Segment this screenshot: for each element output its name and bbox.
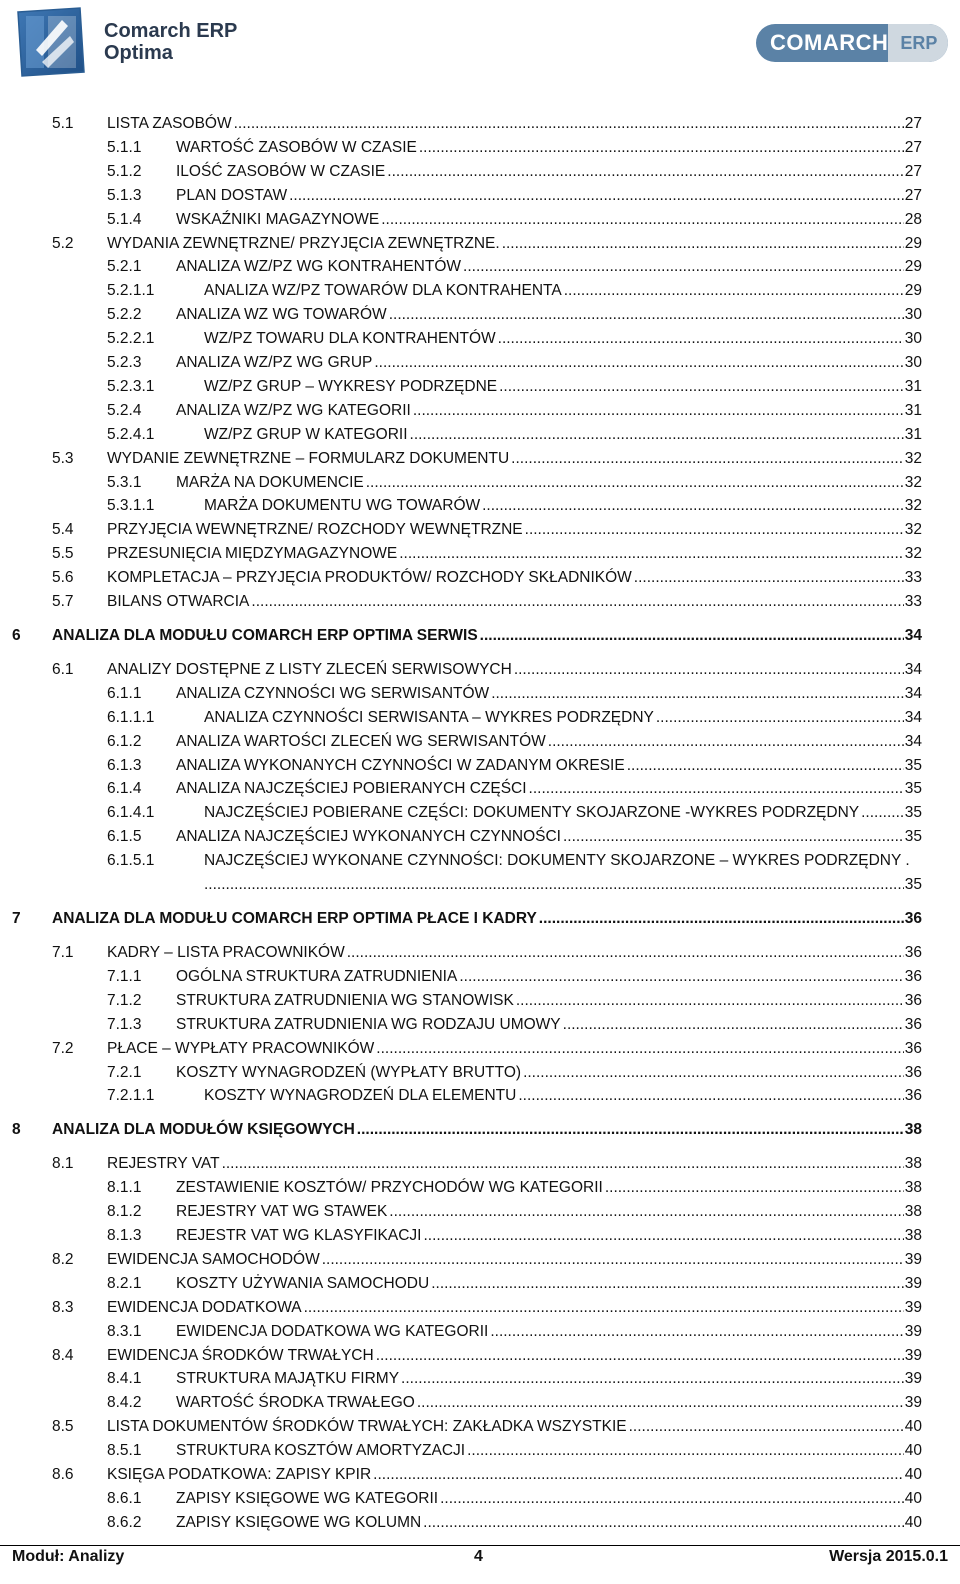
toc-entry-page: 28 [904, 210, 922, 228]
toc-entry-number: 5.2.2.1 [107, 330, 155, 348]
toc-leader-dots [366, 472, 904, 494]
toc-leader-dots [467, 1440, 904, 1462]
toc-entry[interactable] [107, 280, 922, 302]
toc-entry[interactable] [12, 908, 922, 930]
toc-entry[interactable] [107, 1177, 922, 1199]
toc-entry-page: 34 [904, 626, 922, 644]
toc-leader-dots [514, 659, 904, 681]
toc-entry-title: STRUKTURA ZATRUDNIENIA WG STANOWISK [176, 990, 516, 1012]
toc-entry-title: ANALIZA WARTOŚCI ZLECEŃ WG SERWISANTÓW [176, 731, 548, 753]
toc-entry[interactable] [107, 1488, 922, 1510]
footer-module: Moduł: Analizy [12, 1548, 125, 1565]
toc-entry-number: 8.2 [52, 1250, 74, 1268]
toc-entry-title: PRZYJĘCIA WEWNĘTRZNE/ ROZCHODY WEWNĘTRZNE [107, 519, 525, 541]
toc-entry[interactable] [52, 1038, 922, 1060]
toc-entry-title: EWIDENCJA DODATKOWA WG KATEGORII [176, 1321, 490, 1343]
toc-entry-title: WARTOŚĆ ŚRODKA TRWAŁEGO [176, 1392, 417, 1414]
page-header [0, 0, 960, 95]
toc-entry-title: STRUKTURA MAJĄTKU FIRMY [176, 1368, 401, 1390]
toc-entry-number: 5.2.4 [107, 401, 142, 419]
toc-entry[interactable] [107, 352, 922, 374]
toc-entry-page: 32 [904, 545, 922, 563]
toc-entry-page: 30 [904, 330, 922, 348]
toc-entry-page: 40 [904, 1418, 922, 1436]
toc-leader-dots [463, 256, 904, 278]
toc-entry-page: 38 [904, 1203, 922, 1221]
toc-entry-page: 39 [904, 1370, 922, 1388]
toc-leader-dots [629, 1416, 904, 1438]
toc-entry-page: 40 [904, 1442, 922, 1460]
toc-entry-number: 8.5.1 [107, 1442, 142, 1460]
toc-leader-dots [563, 1014, 904, 1036]
footer-version: Wersja 2015.0.1 [829, 1548, 948, 1565]
toc-leader-dots [431, 1273, 904, 1295]
toc-leader-dots [417, 1392, 904, 1414]
toc-leader-dots [523, 1062, 904, 1084]
toc-entry-title: KOSZTY WYNAGRODZEŃ (WYPŁATY BRUTTO) [176, 1062, 523, 1084]
toc-entry[interactable] [107, 1201, 922, 1223]
toc-entry[interactable] [52, 1464, 922, 1486]
toc-entry-page: 34 [904, 732, 922, 750]
toc-leader-dots [289, 185, 904, 207]
toc-entry-number: 8.1.1 [107, 1179, 142, 1197]
toc-entry-number: 8.5 [52, 1418, 74, 1436]
toc-entry-title: WYDANIA ZEWNĘTRZNE/ PRZYJĘCIA ZEWNĘTRZNE. [107, 233, 502, 255]
toc-entry-title: EWIDENCJA DODATKOWA [107, 1297, 304, 1319]
toc-entry-number: 8.1 [52, 1155, 74, 1173]
toc-entry[interactable] [107, 1062, 922, 1084]
toc-leader-dots [376, 1038, 903, 1060]
toc-entry-title: STRUKTURA ZATRUDNIENIA WG RODZAJU UMOWY [176, 1014, 563, 1036]
toc-entry-title: LISTA ZASOBÓW [107, 113, 234, 135]
toc-entry-page: 32 [904, 497, 922, 515]
toc-leader-dots [410, 424, 904, 446]
toc-entry-number: 8.1.3 [107, 1227, 142, 1244]
toc-entry-title: ANALIZA NAJCZĘŚCIEJ POBIERANYCH CZĘŚCI [176, 778, 529, 800]
toc-entry-title: KOMPLETACJA – PRZYJĘCIA PRODUKTÓW/ ROZCHODY SKŁADNIKÓW [107, 567, 634, 589]
toc-entry-page: 29 [904, 282, 922, 300]
toc-entry-number: 5.1.3 [107, 186, 142, 204]
toc-entry-number: 8.6 [52, 1466, 74, 1483]
toc-entry-page: 33 [904, 569, 922, 587]
toc-entry-number: 8.4 [52, 1346, 74, 1364]
toc-entry-page: 40 [904, 1513, 922, 1531]
toc-entry-number: 5.2.2 [107, 306, 142, 324]
toc-entry[interactable] [52, 1416, 922, 1438]
toc-entry-number: 6.1 [52, 660, 74, 678]
toc-entry[interactable] [52, 1297, 922, 1319]
footer-page-number: 4 [474, 1548, 483, 1565]
toc-entry-page: 35 [904, 756, 922, 774]
toc-leader-dots [304, 1297, 904, 1319]
toc-leader-dots [529, 778, 904, 800]
toc-entry-number: 6.1.4.1 [107, 804, 155, 822]
toc-leader-dots [387, 161, 903, 183]
toc-entry-page: 39 [904, 1322, 922, 1340]
toc-entry[interactable] [107, 778, 922, 800]
toc-entry-title: ANALIZA WYKONANYCH CZYNNOŚCI W ZADANYM OKRESIE [176, 755, 627, 777]
toc-entry[interactable] [107, 256, 922, 278]
toc-entry-number: 8.6.2 [107, 1513, 142, 1531]
toc-leader-dots [499, 376, 904, 398]
toc-entry-title: ANALIZA CZYNNOŚCI WG SERWISANTÓW [176, 683, 491, 705]
toc-entry-title: ANALIZA DLA MODUŁÓW KSIĘGOWYCH [52, 1119, 357, 1141]
toc-entry-number: 6.1.5 [107, 828, 142, 846]
toc-entry-page: 27 [904, 162, 922, 180]
page-footer [0, 1545, 960, 1584]
toc-entry-title: ANALIZA DLA MODUŁU COMARCH ERP OPTIMA SERWIS [52, 625, 480, 647]
toc-entry-number: 6.1.4 [107, 780, 142, 798]
toc-entry[interactable] [52, 567, 922, 589]
toc-entry-title: STRUKTURA KOSZTÓW AMORTYZACJI [176, 1440, 467, 1462]
toc-leader-dots [322, 1249, 904, 1271]
toc-entry-title: MARŻA NA DOKUMENCIE [176, 472, 366, 494]
toc-entry[interactable] [107, 966, 922, 988]
toc-entry-title: ZESTAWIENIE KOSZTÓW/ PRZYCHODÓW WG KATEGORII [176, 1177, 605, 1199]
toc-entry-number: 8.1.2 [107, 1203, 142, 1221]
toc-entry-page: 36 [904, 944, 922, 961]
toc-entry-page: 36 [904, 991, 922, 1009]
toc-entry-number: 5.7 [52, 593, 74, 610]
toc-entry-page: 29 [904, 234, 922, 252]
toc-entry[interactable] [107, 495, 922, 517]
toc-entry-page: 38 [904, 1179, 922, 1197]
toc-entry-number: 8.2.1 [107, 1274, 142, 1292]
toc-leader-dots [861, 802, 904, 824]
toc-leader-dots [389, 1201, 903, 1223]
toc-entry-page: 33 [904, 593, 922, 610]
toc-leader-dots [634, 567, 904, 589]
toc-entry-number: 6.1.1.1 [107, 708, 155, 726]
toc-entry-page: 35 [904, 828, 922, 846]
toc-entry-page: 29 [904, 258, 922, 276]
toc-entry-page: 27 [904, 138, 922, 156]
toc-entry[interactable] [107, 1440, 922, 1462]
toc-entry-title: REJESTRY VAT [107, 1153, 222, 1175]
toc-leader-dots [222, 1153, 904, 1175]
toc-leader-dots [440, 1488, 904, 1510]
toc-entry-page: 39 [904, 1298, 922, 1316]
toc-leader-dots [459, 966, 903, 988]
toc-leader-dots [376, 1345, 904, 1367]
toc-entry[interactable] [107, 683, 922, 705]
toc-entry-number: 7.1.1 [107, 967, 142, 985]
toc-entry-page: 35 [904, 876, 922, 894]
toc-entry-number: 8.3 [52, 1298, 74, 1316]
toc-entry-title: KOSZTY WYNAGRODZEŃ DLA ELEMENTU [204, 1085, 518, 1107]
toc-leader-dots [525, 519, 904, 541]
toc-entry-title: ANALIZY DOSTĘPNE Z LISTY ZLECEŃ SERWISOWYCH [107, 659, 514, 681]
toc-entry[interactable] [107, 1321, 922, 1343]
toc-leader-dots [548, 731, 904, 753]
toc-entry-continuation[interactable] [204, 874, 922, 896]
toc-leader-dots [563, 826, 904, 848]
toc-entry-title: MARŻA DOKUMENTU WG TOWARÓW [204, 495, 482, 517]
toc-entry-number: 7.1.3 [107, 1015, 142, 1033]
toc-leader-dots [490, 1321, 903, 1343]
toc-entry-number: 8.6.1 [107, 1489, 142, 1507]
toc-entry-number: 7.2 [52, 1039, 74, 1057]
toc-entry-number: 7 [12, 910, 21, 927]
toc-entry-number: 8 [12, 1121, 21, 1139]
toc-entry[interactable] [107, 707, 922, 729]
toc-entry[interactable] [107, 328, 922, 350]
toc-entry-page: 38 [904, 1155, 922, 1173]
toc-leader-dots [516, 990, 904, 1012]
toc-entry-number: 8.4.2 [107, 1394, 142, 1412]
toc-entry-title: WZ/PZ GRUP – WYKRESY PODRZĘDNE [204, 376, 499, 398]
toc-leader-dots [374, 352, 903, 374]
toc-entry[interactable] [107, 990, 922, 1012]
toc-entry[interactable] [107, 472, 922, 494]
toc-entry-page: 31 [904, 425, 922, 443]
toc-leader-dots [656, 707, 904, 729]
toc-entry-page: 27 [904, 186, 922, 204]
toc-entry-number: 5.2.1.1 [107, 282, 155, 300]
toc-leader-dots [491, 683, 904, 705]
toc-entry[interactable] [107, 731, 922, 753]
toc-entry-page: 40 [904, 1489, 922, 1507]
toc-leader-dots [627, 755, 904, 777]
toc-entry-title: WSKAŹNIKI MAGAZYNOWE [176, 209, 381, 231]
toc-entry-page: 34 [904, 684, 922, 702]
comarch-optima-logo [14, 6, 237, 78]
toc-entry-title: ANALIZA WZ/PZ WG KATEGORII [176, 400, 413, 422]
toc-entry-title: ANALIZA CZYNNOŚCI SERWISANTA – WYKRES PODRZĘDNY [204, 707, 656, 729]
toc-entry[interactable] [52, 942, 922, 964]
toc-entry-number: 5.6 [52, 569, 74, 587]
toc-entry-title: ANALIZA DLA MODUŁU COMARCH ERP OPTIMA PŁACE I KADRY [52, 908, 539, 930]
toc-entry-page: 34 [904, 660, 922, 678]
logo-text [104, 20, 237, 64]
toc-leader-dots [399, 543, 904, 565]
toc-entry[interactable] [107, 1014, 922, 1036]
toc-entry-page: 32 [904, 473, 922, 491]
toc-entry[interactable] [52, 233, 922, 255]
toc-leader-dots [605, 1177, 904, 1199]
toc-entry-number: 8.4.1 [107, 1370, 142, 1388]
toc-entry-title: ZAPISY KSIĘGOWE WG KOLUMN [176, 1512, 423, 1534]
toc-entry-page: 30 [904, 354, 922, 371]
toc-entry-number: 5.3 [52, 449, 74, 467]
toc-entry-number: 5.3.1.1 [107, 497, 155, 515]
toc-entry-page: 39 [904, 1274, 922, 1292]
toc-entry-title: EWIDENCJA ŚRODKÓW TRWAŁYCH [107, 1345, 376, 1367]
toc-leader-dots [518, 1085, 903, 1107]
toc-entry-number: 5.1.4 [107, 210, 142, 228]
toc-entry-title: WZ/PZ GRUP W KATEGORII [204, 424, 410, 446]
toc-entry[interactable] [12, 625, 922, 647]
toc-leader-dots [413, 400, 904, 422]
toc-entry[interactable] [107, 185, 922, 207]
toc-entry-page: 36 [904, 1039, 922, 1057]
toc-entry[interactable] [12, 1119, 922, 1141]
toc-leader-dots [389, 304, 904, 326]
toc-entry-title: KSIĘGA PODATKOWA: ZAPISY KPIR [107, 1464, 373, 1486]
toc-entry-page: 36 [904, 1087, 922, 1105]
toc-entry-title: WZ/PZ TOWARU DLA KONTRAHENTÓW [204, 328, 498, 350]
toc-entry[interactable] [107, 1225, 922, 1247]
toc-entry-title: EWIDENCJA SAMOCHODÓW [107, 1249, 322, 1271]
toc-entry-title: ANALIZA WZ WG TOWARÓW [176, 304, 389, 326]
toc-entry-page: 35 [904, 804, 922, 822]
toc-entry-number: 5.2.3 [107, 354, 142, 371]
toc-leader-dots [381, 209, 904, 231]
toc-entry[interactable] [107, 1512, 922, 1534]
toc-entry[interactable] [107, 850, 922, 872]
brand-name: COMARCH [770, 30, 889, 55]
toc-entry-number: 5.1.2 [107, 162, 142, 180]
toc-entry[interactable] [107, 161, 922, 183]
toc-entry[interactable] [107, 400, 922, 422]
toc-entry[interactable] [52, 591, 922, 613]
toc-entry-page: 34 [904, 708, 922, 726]
brand-erp: ERP [888, 24, 948, 62]
toc-entry-title: PLAN DOSTAW [176, 185, 289, 207]
toc-leader-dots [347, 942, 904, 964]
comarch-erp-badge [756, 24, 948, 62]
toc-entry-number: 5.5 [52, 545, 74, 563]
toc-entry-page: 36 [904, 1063, 922, 1081]
toc-entry-page: 36 [904, 1015, 922, 1033]
toc-entry-number: 7.1.2 [107, 991, 142, 1009]
toc-entry-page: 35 [904, 780, 922, 798]
toc-entry-number: 5.2.4.1 [107, 425, 155, 443]
toc-entry-number: 5.1.1 [107, 138, 142, 156]
toc-entry-number: 6.1.3 [107, 756, 142, 774]
toc-leader-dots [357, 1119, 904, 1141]
toc-leader-dots [373, 1464, 904, 1486]
toc-entry-title: ANALIZA WZ/PZ WG GRUP [176, 352, 374, 374]
toc-leader-dots [251, 591, 903, 613]
toc-leader-dots [419, 137, 904, 159]
toc-entry-page: 36 [904, 967, 922, 985]
toc-entry-title: LISTA DOKUMENTÓW ŚRODKÓW TRWAŁYCH: ZAKŁADKA WSZYSTKIE [107, 1416, 629, 1438]
toc-entry[interactable] [107, 137, 922, 159]
toc-entry-title: REJESTR VAT WG KLASYFIKACJI [176, 1225, 423, 1247]
toc-entry-page: 27 [904, 115, 922, 132]
toc-entry-page: 32 [904, 449, 922, 467]
toc-entry[interactable] [52, 1153, 922, 1175]
toc-entry[interactable] [107, 1085, 922, 1107]
toc-entry[interactable] [52, 519, 922, 541]
toc-entry[interactable] [52, 659, 922, 681]
toc-entry-page: 39 [904, 1346, 922, 1364]
toc-entry[interactable] [52, 113, 922, 135]
toc-entry-number: 5.3.1 [107, 473, 142, 491]
toc-entry-number: 6.1.1 [107, 684, 142, 702]
toc-entry-title: OGÓLNA STRUKTURA ZATRUDNIENIA [176, 966, 459, 988]
toc-leader-dots [539, 908, 904, 930]
toc-entry-number: 5.1 [52, 115, 74, 132]
toc-entry-title: BILANS OTWARCIA [107, 591, 251, 613]
toc-entry-number: 5.4 [52, 521, 74, 539]
toc-entry-title: ILOŚĆ ZASOBÓW W CZASIE [176, 161, 387, 183]
toc-entry[interactable] [107, 209, 922, 231]
toc-entry-title: ANALIZA WZ/PZ TOWARÓW DLA KONTRAHENTA [204, 280, 564, 302]
toc-entry-number: 5.2.1 [107, 258, 142, 276]
toc-entry-title: KOSZTY UŻYWANIA SAMOCHODU [176, 1273, 431, 1295]
toc-entry-number: 6.1.2 [107, 732, 142, 750]
toc-entry[interactable] [52, 1345, 922, 1367]
toc-entry-page: 30 [904, 306, 922, 324]
toc-entry[interactable] [107, 755, 922, 777]
logo-line2: Optima [104, 42, 173, 64]
toc-entry-title: ZAPISY KSIĘGOWE WG KATEGORII [176, 1488, 440, 1510]
toc-entry[interactable] [107, 1273, 922, 1295]
toc-entry-title: NAJCZĘŚCIEJ WYKONANE CZYNNOŚCI: DOKUMENTY SKOJARZONE – WYKRES PODRZĘDNY . [204, 850, 922, 872]
toc-leader-dots [423, 1225, 903, 1247]
toc-entry[interactable] [107, 424, 922, 446]
toc-entry-title: PŁACE – WYPŁATY PRACOWNIKÓW [107, 1038, 376, 1060]
toc-entry[interactable] [107, 376, 922, 398]
toc-leader-dots [511, 448, 904, 470]
toc-entry-title: ANALIZA NAJCZĘŚCIEJ WYKONANYCH CZYNNOŚCI [176, 826, 563, 848]
toc-leader-dots [234, 113, 904, 135]
toc-leader-dots [502, 233, 904, 255]
toc-entry-number: 5.2.3.1 [107, 377, 155, 395]
toc-entry-title: NAJCZĘŚCIEJ POBIERANE CZĘŚCI: DOKUMENTY SKOJARZONE -WYKRES PODRZĘDNY [204, 802, 861, 824]
toc-leader-dots [482, 495, 904, 517]
toc-entry-number: 6 [12, 626, 21, 644]
toc-entry-title: ANALIZA WZ/PZ WG KONTRAHENTÓW [176, 256, 463, 278]
toc-leader-dots [480, 625, 904, 647]
toc-entry[interactable] [107, 1368, 922, 1390]
comarch-logo-icon [14, 6, 88, 78]
toc-entry-number: 8.3.1 [107, 1322, 142, 1340]
toc-entry[interactable] [107, 1392, 922, 1414]
toc-entry-page: 38 [904, 1121, 922, 1139]
toc-entry-page: 31 [904, 401, 922, 419]
toc-entry-number: 7.1 [52, 944, 74, 961]
toc-entry-title: REJESTRY VAT WG STAWEK [176, 1201, 389, 1223]
toc-entry-page: 40 [904, 1466, 922, 1483]
toc-entry[interactable] [52, 448, 922, 470]
toc-entry-title: PRZESUNIĘCIA MIĘDZYMAGAZYNOWE [107, 543, 399, 565]
toc-entry-number: 7.2.1.1 [107, 1087, 155, 1105]
toc-entry-title: WYDANIE ZEWNĘTRZNE – FORMULARZ DOKUMENTU [107, 448, 511, 470]
toc-entry-title: WARTOŚĆ ZASOBÓW W CZASIE [176, 137, 419, 159]
toc-leader-dots [401, 1368, 904, 1390]
toc-entry-title: KADRY – LISTA PRACOWNIKÓW [107, 942, 347, 964]
toc-entry[interactable] [107, 826, 922, 848]
toc-entry-page: 31 [904, 377, 922, 395]
toc-entry[interactable] [107, 304, 922, 326]
toc-entry-page: 39 [904, 1394, 922, 1412]
toc-entry[interactable] [52, 543, 922, 565]
toc-entry-page: 32 [904, 521, 922, 539]
toc-entry-page: 38 [904, 1227, 922, 1244]
toc-leader-dots [423, 1512, 904, 1534]
toc-entry-number: 6.1.5.1 [107, 852, 155, 870]
toc-entry-number: 7.2.1 [107, 1063, 142, 1081]
toc-leader-dots [204, 874, 904, 896]
toc-entry[interactable] [107, 802, 922, 824]
toc-entry-page: 39 [904, 1250, 922, 1268]
toc-leader-dots [564, 280, 904, 302]
toc-entry-number: 5.2 [52, 234, 74, 252]
toc-entry-page: 36 [904, 910, 922, 927]
toc-leader-dots [498, 328, 904, 350]
toc-entry[interactable] [52, 1249, 922, 1271]
logo-line1: Comarch ERP [104, 20, 238, 42]
